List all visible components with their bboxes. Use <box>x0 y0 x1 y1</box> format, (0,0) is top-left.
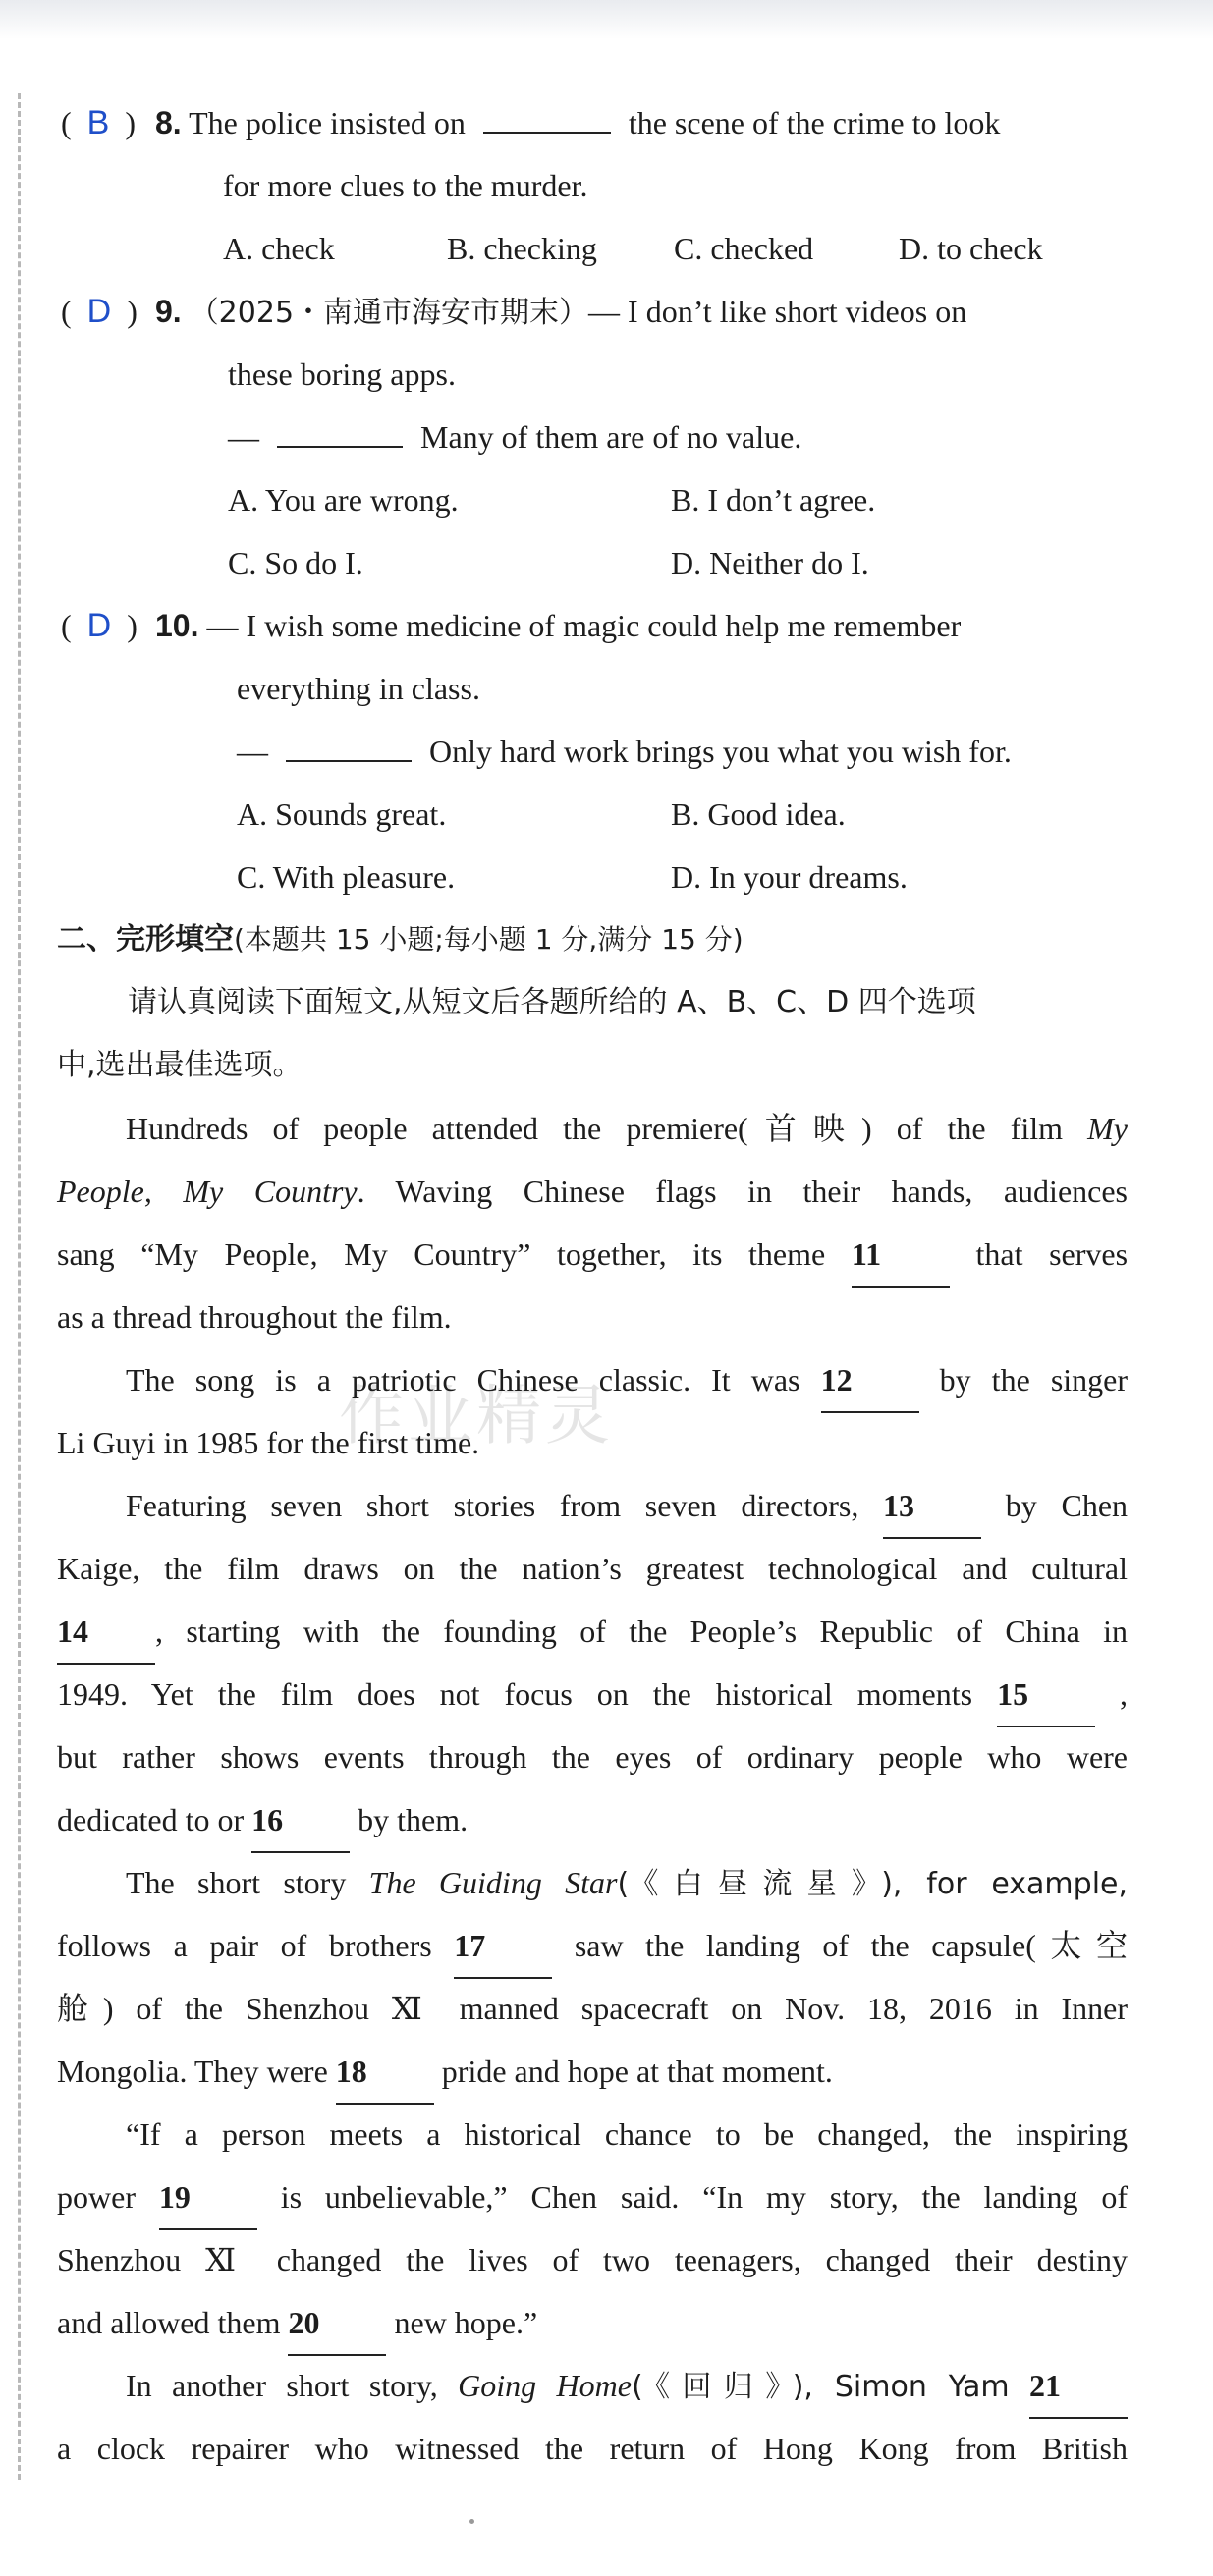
story-title: Going Home <box>458 2368 632 2403</box>
passage-line: but rather shows events through the eyes of ordinary people who were <box>57 1739 1128 1775</box>
cloze-blank-20: 20 <box>288 2291 386 2356</box>
text: is unbelievable,” Chen said. “In my story, the landing of <box>280 2179 1129 2215</box>
question-text: — I wish some medicine of magic could help me remember <box>206 608 962 643</box>
question-text: for more clues to the murder. <box>223 168 588 203</box>
cloze-blank-19: 19 <box>159 2165 257 2230</box>
question-text: the scene of the crime to look <box>628 105 1001 140</box>
text: power <box>57 2179 136 2215</box>
section-heading <box>57 919 744 960</box>
question-text: Only hard work brings you what you wish for. <box>429 734 1012 769</box>
passage-line <box>57 1097 1128 1160</box>
dash: — <box>228 419 259 455</box>
passage-line <box>57 1348 1128 1411</box>
option-a: A. You are wrong. <box>228 482 459 518</box>
passage-line <box>57 1474 1128 1537</box>
cloze-blank-15: 15 <box>997 1663 1095 1727</box>
option-d: D. Neither do I. <box>671 545 869 580</box>
question-text: — I don’t like short videos on <box>588 294 967 329</box>
option-b: B. I don’t agree. <box>671 482 876 518</box>
section-title: 二、完形填空 <box>57 922 234 957</box>
passage-line: Kaige, the film draws on the nation’s greatest technological and cultural <box>57 1551 1128 1586</box>
text: pride and hope at that moment. <box>441 2054 833 2089</box>
question-8 <box>61 102 1000 143</box>
binding-dash-line <box>18 93 21 2480</box>
passage-line: “If a person meets a historical chance to be changed, the inspiring <box>126 2116 1128 2152</box>
text: The song is a patriotic Chinese classic. It was <box>126 1362 800 1398</box>
answer-10: D <box>86 607 112 644</box>
text: follows a pair of brothers <box>57 1928 432 1963</box>
passage-line <box>57 1788 1128 1851</box>
section-instruction: 中,选出最佳选项。 <box>57 1048 303 1082</box>
question-number-10: 10. <box>155 608 199 643</box>
text: , <box>1120 1676 1129 1712</box>
passage-line <box>57 2165 1128 2228</box>
option-b: B. Good idea. <box>671 796 846 832</box>
cloze-blank-16: 16 <box>251 1788 350 1853</box>
option-d: D. to check <box>899 231 1043 266</box>
dash: — <box>237 734 268 769</box>
option-a: A. check <box>223 231 335 266</box>
story-title: The Guiding Star <box>368 1865 618 1900</box>
text: Featuring seven short stories from seven directors, <box>126 1488 859 1523</box>
text: 1949. Yet the film does not focus on the historical moments <box>57 1676 973 1712</box>
question-text: The police insisted on <box>189 105 466 140</box>
passage-line: as a thread throughout the film. <box>57 1299 452 1335</box>
option-c: C. checked <box>674 231 814 266</box>
cloze-blank-18: 18 <box>336 2040 434 2105</box>
passage-line <box>57 1851 1128 1914</box>
answer-paren-10: ( D ) <box>61 607 138 644</box>
passage-line <box>57 1600 1128 1663</box>
passage-line <box>57 1223 1128 1286</box>
option-d: D. In your dreams. <box>671 859 908 895</box>
passage-line: Li Guyi in 1985 for the first time. <box>57 1425 480 1460</box>
passage-line <box>57 1160 1128 1223</box>
section-note: (本题共 15 小题;每小题 1 分,满分 15 分) <box>234 923 744 956</box>
question-text: these boring apps. <box>228 356 456 392</box>
text: and allowed them <box>57 2305 281 2340</box>
cloze-blank-12: 12 <box>821 1348 919 1413</box>
film-title: My <box>1087 1111 1128 1146</box>
option-c: C. So do I. <box>228 545 363 580</box>
option-a: A. Sounds great. <box>237 796 447 832</box>
answer-paren-9: ( D ) <box>61 293 138 330</box>
text: (《回归》), Simon Yam <box>631 2370 1010 2404</box>
film-title: People, My Country <box>57 1174 358 1209</box>
answer-blank <box>277 416 403 448</box>
answer-paren-8: ( B ) <box>61 104 136 141</box>
text: saw the landing of the capsule(太空 <box>574 1928 1128 1963</box>
option-c: C. With pleasure. <box>237 859 456 895</box>
dialogue-line <box>237 731 1012 772</box>
text: The short story <box>126 1865 347 1900</box>
text: that serves <box>975 1236 1129 1272</box>
text: by the singer <box>939 1362 1129 1398</box>
passage-line: 舱) of the Shenzhou Ⅺ manned spacecraft on Nov. 18, 2016 in Inner <box>57 1991 1128 2026</box>
text: (《白昼流星》), for example, <box>617 1867 1129 1901</box>
dialogue-line <box>228 416 801 458</box>
text: Hundreds of people attended the premiere(首映) of the film <box>126 1111 1064 1146</box>
question-source: （2025・南通市海安市期末） <box>189 296 589 330</box>
passage-line <box>57 2291 1128 2354</box>
question-text: everything in class. <box>237 671 480 706</box>
cloze-blank-14: 14 <box>57 1600 155 1665</box>
text: sang “My People, My Country” together, its theme <box>57 1236 826 1272</box>
passage-line <box>57 1663 1128 1726</box>
passage-line <box>57 2040 1128 2103</box>
option-b: B. checking <box>447 231 597 266</box>
passage <box>57 1097 1128 2480</box>
text: , starting with the founding of the People’s Republic of China in <box>155 1614 1128 1649</box>
text: . Waving Chinese flags in their hands, audiences <box>357 1174 1129 1209</box>
question-10 <box>61 605 961 646</box>
section-instruction: 请认真阅读下面短文,从短文后各题所给的 A、B、C、D 四个选项 <box>128 985 976 1019</box>
passage-line: Shenzhou Ⅺ changed the lives of two teenagers, changed their destiny <box>57 2242 1128 2277</box>
passage-line <box>57 1914 1128 1977</box>
answer-blank <box>286 731 412 762</box>
question-number-9: 9. <box>155 294 182 329</box>
cloze-blank-13: 13 <box>883 1474 981 1539</box>
text: Mongolia. They were <box>57 2054 328 2089</box>
text: by Chen <box>1005 1488 1129 1523</box>
page-mark <box>469 2519 474 2524</box>
text: by them. <box>358 1802 469 1837</box>
text: dedicated to or <box>57 1802 245 1837</box>
question-text: Many of them are of no value. <box>420 419 802 455</box>
text: new hope.” <box>394 2305 538 2340</box>
cloze-blank-21: 21 <box>1029 2354 1128 2419</box>
question-number-8: 8. <box>155 105 182 140</box>
passage-line <box>57 2354 1128 2417</box>
cloze-blank-17: 17 <box>454 1914 552 1979</box>
answer-9: D <box>86 293 112 330</box>
answer-blank <box>483 102 611 134</box>
passage-line: a clock repairer who witnessed the return of Hong Kong from British <box>57 2431 1128 2466</box>
watermark: 作业精灵 <box>339 1378 614 1453</box>
cloze-blank-11: 11 <box>852 1223 950 1288</box>
question-9 <box>61 291 966 334</box>
text: In another short story, <box>126 2368 438 2403</box>
answer-8: B <box>86 104 110 141</box>
